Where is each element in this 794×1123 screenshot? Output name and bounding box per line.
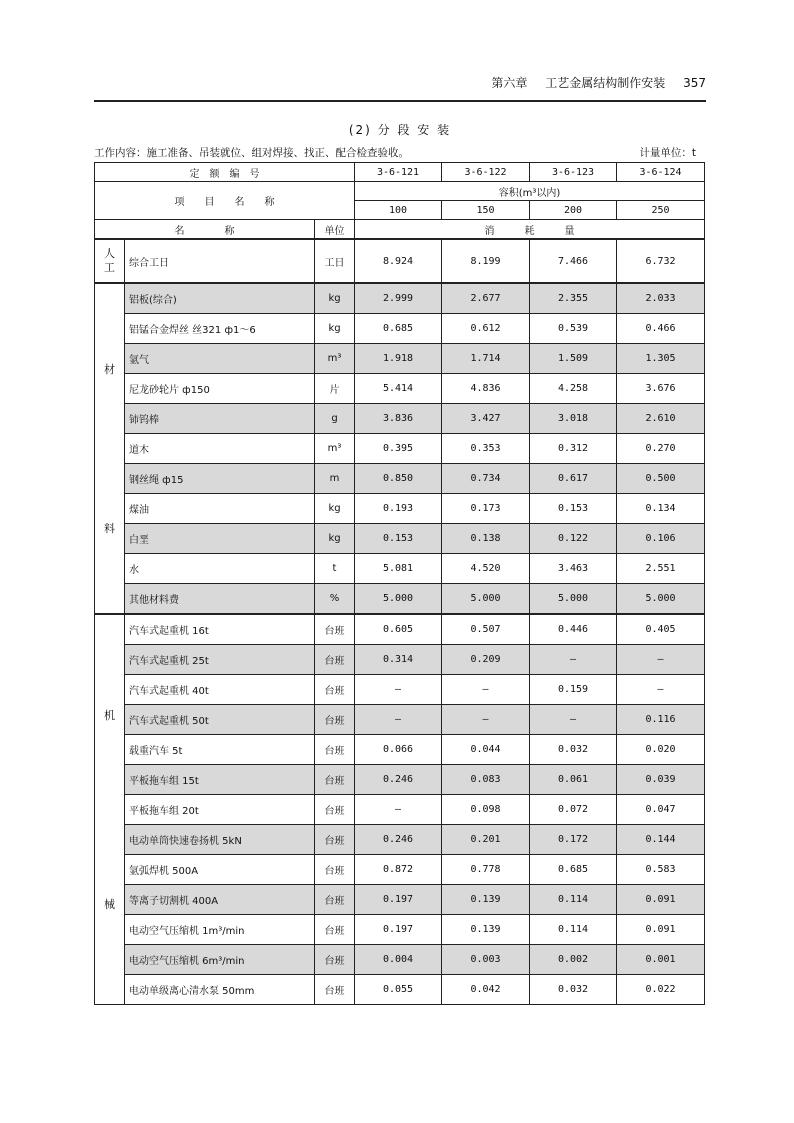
consumption-value: 0.353 — [442, 434, 530, 464]
consumption-value: 0.032 — [530, 975, 617, 1005]
consumption-value: 0.139 — [442, 885, 530, 915]
table-row — [95, 975, 705, 1005]
quota-no-label: 定 额 编 号 — [95, 163, 355, 182]
item-unit: 台班 — [315, 735, 355, 765]
consumption-value: 0.446 — [530, 614, 617, 645]
consumption-value: 0.539 — [530, 314, 617, 344]
table-row — [95, 374, 705, 404]
table-row — [95, 314, 705, 344]
item-unit: kg — [315, 314, 355, 344]
consumption-value: 3.018 — [530, 404, 617, 434]
volume-value: 250 — [617, 201, 705, 220]
table-row — [95, 464, 705, 494]
work-content-line — [94, 145, 706, 160]
consumption-value: 5.000 — [442, 584, 530, 615]
volume-value: 150 — [442, 201, 530, 220]
consumption-header: 消 耗 量 — [355, 220, 705, 240]
consumption-value: 0.138 — [442, 524, 530, 554]
consumption-value: 0.872 — [355, 855, 442, 885]
table-row — [95, 344, 705, 374]
table-row — [95, 795, 705, 825]
item-name: 铝锰合金焊丝 丝321 ф1～6 — [125, 314, 315, 344]
item-unit: 台班 — [315, 614, 355, 645]
volume-label-row — [95, 182, 705, 201]
consumption-value: 2.999 — [355, 283, 442, 314]
consumption-value: 0.032 — [530, 735, 617, 765]
item-name: 铝板(综合) — [125, 283, 315, 314]
consumption-value: 0.617 — [530, 464, 617, 494]
consumption-value: 0.020 — [617, 735, 705, 765]
consumption-value: 0.047 — [617, 795, 705, 825]
consumption-value: 0.055 — [355, 975, 442, 1005]
consumption-value: 1.714 — [442, 344, 530, 374]
item-unit: g — [315, 404, 355, 434]
consumption-value: 2.677 — [442, 283, 530, 314]
consumption-value: 0.405 — [617, 614, 705, 645]
item-name: 电动单级离心清水泵 50mm — [125, 975, 315, 1005]
consumption-value: 0.685 — [530, 855, 617, 885]
consumption-value: 4.836 — [442, 374, 530, 404]
consumption-value: 0.044 — [442, 735, 530, 765]
table-row — [95, 765, 705, 795]
item-name: 尼龙砂轮片 ф150 — [125, 374, 315, 404]
category-cell — [95, 283, 125, 614]
consumption-value: 0.039 — [617, 765, 705, 795]
consumption-value: 0.685 — [355, 314, 442, 344]
consumption-value: 0.314 — [355, 645, 442, 675]
consumption-value: 0.106 — [617, 524, 705, 554]
consumption-value: 0.850 — [355, 464, 442, 494]
consumption-value: 0.500 — [617, 464, 705, 494]
consumption-value: 0.466 — [617, 314, 705, 344]
consumption-value: 8.924 — [355, 239, 442, 283]
volume-value: 200 — [530, 201, 617, 220]
chapter-label: 第六章 — [491, 76, 528, 90]
category-label: 械 — [104, 897, 115, 911]
consumption-value: 0.153 — [530, 494, 617, 524]
quota-code: 3-6-122 — [442, 163, 530, 182]
item-name: 氩弧焊机 500A — [125, 855, 315, 885]
item-unit: % — [315, 584, 355, 615]
item-unit: 台班 — [315, 795, 355, 825]
consumption-value: 0.153 — [355, 524, 442, 554]
name-column-header: 名 称 — [95, 220, 315, 240]
item-name: 水 — [125, 554, 315, 584]
table-row — [95, 885, 705, 915]
consumption-value: 5.000 — [617, 584, 705, 615]
quota-code-row — [95, 163, 705, 182]
item-unit: kg — [315, 524, 355, 554]
consumption-value: 0.395 — [355, 434, 442, 464]
consumption-value: 0.002 — [530, 945, 617, 975]
item-name: 综合工日 — [125, 239, 315, 283]
consumption-value: — — [355, 705, 442, 735]
consumption-value: 0.004 — [355, 945, 442, 975]
table-row — [95, 554, 705, 584]
consumption-value: 0.197 — [355, 915, 442, 945]
consumption-value: 0.098 — [442, 795, 530, 825]
item-unit: t — [315, 554, 355, 584]
item-name: 汽车式起重机 16t — [125, 614, 315, 645]
consumption-value: 0.197 — [355, 885, 442, 915]
item-unit: m³ — [315, 434, 355, 464]
chapter-title: 工艺金属结构制作安装 — [545, 76, 666, 90]
table-row — [95, 825, 705, 855]
table-row — [95, 584, 705, 615]
consumption-value: 0.072 — [530, 795, 617, 825]
consumption-value: 3.836 — [355, 404, 442, 434]
consumption-value: 0.139 — [442, 915, 530, 945]
unit-note: 计量单位：t — [639, 147, 696, 159]
consumption-value: 5.000 — [355, 584, 442, 615]
consumption-value: 0.134 — [617, 494, 705, 524]
header-rule — [94, 100, 706, 102]
consumption-value: — — [617, 645, 705, 675]
table-row — [95, 614, 705, 645]
table-row — [95, 524, 705, 554]
item-name-label: 项 目 名 称 — [95, 182, 355, 220]
item-unit: kg — [315, 494, 355, 524]
table-row — [95, 915, 705, 945]
consumption-value: 0.061 — [530, 765, 617, 795]
consumption-value: 0.144 — [617, 825, 705, 855]
page-header — [94, 74, 706, 94]
consumption-value: — — [442, 675, 530, 705]
volume-value: 100 — [355, 201, 442, 220]
consumption-value: 0.778 — [442, 855, 530, 885]
consumption-value: 5.081 — [355, 554, 442, 584]
consumption-value: 5.414 — [355, 374, 442, 404]
consumption-value: 6.732 — [617, 239, 705, 283]
consumption-value: 2.610 — [617, 404, 705, 434]
consumption-value: 2.551 — [617, 554, 705, 584]
consumption-value: 2.355 — [530, 283, 617, 314]
unit-column-header: 单位 — [315, 220, 355, 240]
consumption-value: 0.042 — [442, 975, 530, 1005]
table-row — [95, 239, 705, 283]
table-row — [95, 283, 705, 314]
consumption-value: 0.193 — [355, 494, 442, 524]
item-name: 其他材料费 — [125, 584, 315, 615]
item-name: 钢丝绳 ф15 — [125, 464, 315, 494]
consumption-value: 0.114 — [530, 915, 617, 945]
item-unit: 台班 — [315, 945, 355, 975]
item-name: 煤油 — [125, 494, 315, 524]
consumption-value: 3.427 — [442, 404, 530, 434]
quota-table — [94, 162, 705, 1005]
item-name: 平板拖车组 20t — [125, 795, 315, 825]
item-name: 汽车式起重机 40t — [125, 675, 315, 705]
item-name: 氩气 — [125, 344, 315, 374]
consumption-value: 0.116 — [617, 705, 705, 735]
item-unit: 台班 — [315, 675, 355, 705]
category-label: 机 — [104, 709, 115, 723]
consumption-value: 0.066 — [355, 735, 442, 765]
consumption-value: 0.173 — [442, 494, 530, 524]
consumption-value: 1.509 — [530, 344, 617, 374]
item-unit: 台班 — [315, 705, 355, 735]
consumption-value: — — [442, 705, 530, 735]
item-unit: 台班 — [315, 885, 355, 915]
column-header-row — [95, 220, 705, 240]
consumption-value: 0.507 — [442, 614, 530, 645]
consumption-value: — — [355, 795, 442, 825]
item-unit: m³ — [315, 344, 355, 374]
consumption-value: — — [617, 675, 705, 705]
item-name: 汽车式起重机 25t — [125, 645, 315, 675]
consumption-value: 0.003 — [442, 945, 530, 975]
consumption-value: 5.000 — [530, 584, 617, 615]
consumption-value: 3.676 — [617, 374, 705, 404]
consumption-value: 0.312 — [530, 434, 617, 464]
consumption-value: — — [355, 675, 442, 705]
item-unit: 工日 — [315, 239, 355, 283]
item-unit: m — [315, 464, 355, 494]
table-row — [95, 494, 705, 524]
consumption-value: 0.083 — [442, 765, 530, 795]
item-unit: 台班 — [315, 825, 355, 855]
item-name: 道木 — [125, 434, 315, 464]
consumption-value: — — [530, 645, 617, 675]
item-name: 等离子切割机 400A — [125, 885, 315, 915]
consumption-value: 4.258 — [530, 374, 617, 404]
item-unit: 台班 — [315, 915, 355, 945]
consumption-value: — — [530, 705, 617, 735]
page-number: 357 — [683, 76, 706, 90]
consumption-value: 1.918 — [355, 344, 442, 374]
consumption-value: 0.246 — [355, 825, 442, 855]
work-content: 工作内容：施工准备、吊装就位、组对焊接、找正、配合检查验收。 — [94, 147, 409, 159]
consumption-value: 0.114 — [530, 885, 617, 915]
consumption-value: 0.159 — [530, 675, 617, 705]
consumption-value: 0.122 — [530, 524, 617, 554]
consumption-value: 0.201 — [442, 825, 530, 855]
table-row — [95, 705, 705, 735]
item-unit: 台班 — [315, 975, 355, 1005]
quota-code: 3-6-121 — [355, 163, 442, 182]
consumption-value: 4.520 — [442, 554, 530, 584]
item-name: 平板拖车组 15t — [125, 765, 315, 795]
category-label: 材 — [104, 362, 115, 376]
item-name: 电动单筒快速卷扬机 5kN — [125, 825, 315, 855]
item-unit: 台班 — [315, 645, 355, 675]
item-name: 汽车式起重机 50t — [125, 705, 315, 735]
consumption-value: 8.199 — [442, 239, 530, 283]
table-row — [95, 675, 705, 705]
volume-label: 容积(m³以内) — [355, 182, 705, 201]
item-name: 白垩 — [125, 524, 315, 554]
category-cell — [95, 614, 125, 1005]
consumption-value: 0.091 — [617, 885, 705, 915]
item-name: 铈钨棒 — [125, 404, 315, 434]
consumption-value: 0.583 — [617, 855, 705, 885]
table-row — [95, 855, 705, 885]
item-name: 电动空气压缩机 1m³/min — [125, 915, 315, 945]
table-row — [95, 735, 705, 765]
consumption-value: 1.305 — [617, 344, 705, 374]
quota-code: 3-6-124 — [617, 163, 705, 182]
consumption-value: 0.091 — [617, 915, 705, 945]
consumption-value: 0.270 — [617, 434, 705, 464]
item-unit: 台班 — [315, 765, 355, 795]
section-title: (2) 分 段 安 装 — [348, 123, 452, 137]
category-label: 人工 — [104, 247, 115, 274]
consumption-value: 2.033 — [617, 283, 705, 314]
consumption-value: 0.209 — [442, 645, 530, 675]
consumption-value: 0.605 — [355, 614, 442, 645]
table-row — [95, 645, 705, 675]
consumption-value: 0.246 — [355, 765, 442, 795]
item-unit: 台班 — [315, 855, 355, 885]
table-row — [95, 404, 705, 434]
item-name: 载重汽车 5t — [125, 735, 315, 765]
consumption-value: 0.734 — [442, 464, 530, 494]
consumption-value: 0.001 — [617, 945, 705, 975]
consumption-value: 0.612 — [442, 314, 530, 344]
item-unit: 片 — [315, 374, 355, 404]
item-name: 电动空气压缩机 6m³/min — [125, 945, 315, 975]
consumption-value: 7.466 — [530, 239, 617, 283]
category-label: 料 — [104, 522, 115, 536]
item-unit: kg — [315, 283, 355, 314]
quota-code: 3-6-123 — [530, 163, 617, 182]
category-cell — [95, 239, 125, 283]
table-row — [95, 434, 705, 464]
consumption-value: 3.463 — [530, 554, 617, 584]
consumption-value: 0.022 — [617, 975, 705, 1005]
table-row — [95, 945, 705, 975]
consumption-value: 0.172 — [530, 825, 617, 855]
